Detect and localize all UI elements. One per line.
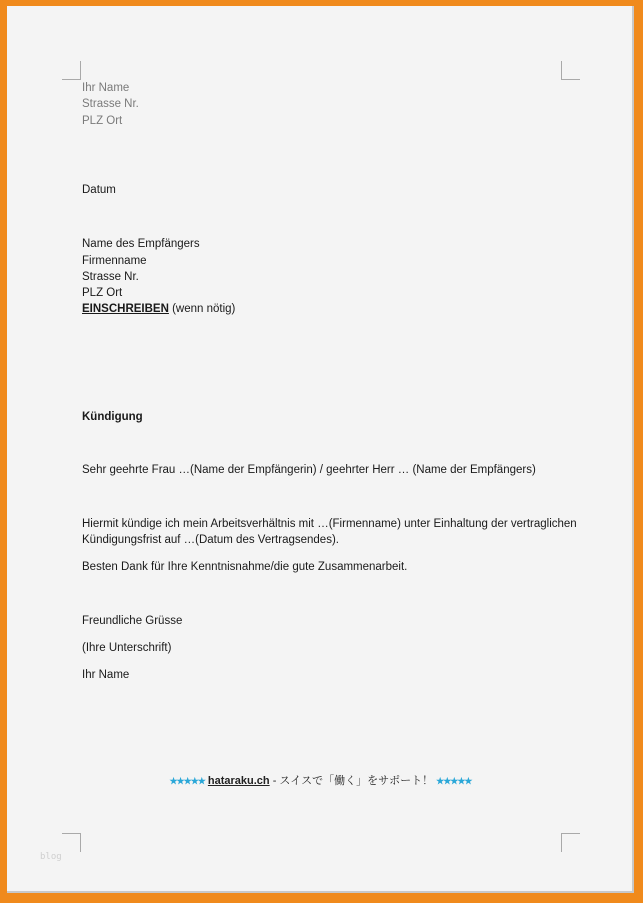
closing-name: Ihr Name bbox=[82, 669, 130, 681]
watermark: blog bbox=[40, 852, 62, 862]
registered-note: (wenn nötig) bbox=[168, 303, 236, 315]
footer-banner bbox=[7, 773, 634, 789]
sender-name: Ihr Name bbox=[82, 82, 130, 94]
subject: Kündigung bbox=[82, 411, 143, 423]
salutation: Sehr geehrte Frau …(Name der Empfängerin) / geehrter Herr … (Name der Empfängers) bbox=[82, 464, 536, 476]
sender-street: Strasse Nr. bbox=[82, 98, 139, 110]
recipient-name: Name des Empfängers bbox=[82, 238, 200, 250]
body-paragraph-2: Besten Dank für Ihre Kenntnisnahme/die gute Zusammenarbeit. bbox=[82, 561, 408, 573]
recipient-street: Strasse Nr. bbox=[82, 271, 139, 283]
recipient-city: PLZ Ort bbox=[82, 287, 123, 299]
body-paragraph-1-line-1: Hiermit kündige ich mein Arbeitsverhältnis mit …(Firmenname) unter Einhaltung der vertraglichen bbox=[82, 518, 577, 530]
registered-label: EINSCHREIBEN bbox=[82, 303, 169, 315]
margin-mark-bottom-left bbox=[62, 833, 81, 852]
margin-mark-top-left bbox=[62, 61, 81, 80]
body-paragraph-1-line-2: Kündigungsfrist auf …(Datum des Vertragsendes). bbox=[82, 534, 339, 546]
site-link[interactable]: hataraku.ch bbox=[207, 775, 270, 787]
recipient-company: Firmenname bbox=[82, 255, 147, 267]
document-page bbox=[7, 6, 634, 893]
registered-mail-line bbox=[82, 301, 235, 317]
closing-signature: (Ihre Unterschrift) bbox=[82, 642, 172, 654]
margin-mark-top-right bbox=[561, 61, 580, 80]
stars-right-icon: ★★★★★ bbox=[436, 776, 472, 786]
margin-mark-bottom-right bbox=[561, 833, 580, 852]
footer-tagline: - スイスで「働く」をサポート！ bbox=[269, 775, 437, 787]
stars-left-icon: ★★★★★ bbox=[169, 776, 205, 786]
date-label: Datum bbox=[82, 184, 116, 196]
closing-greeting: Freundliche Grüsse bbox=[82, 615, 183, 627]
sender-city: PLZ Ort bbox=[82, 115, 123, 127]
